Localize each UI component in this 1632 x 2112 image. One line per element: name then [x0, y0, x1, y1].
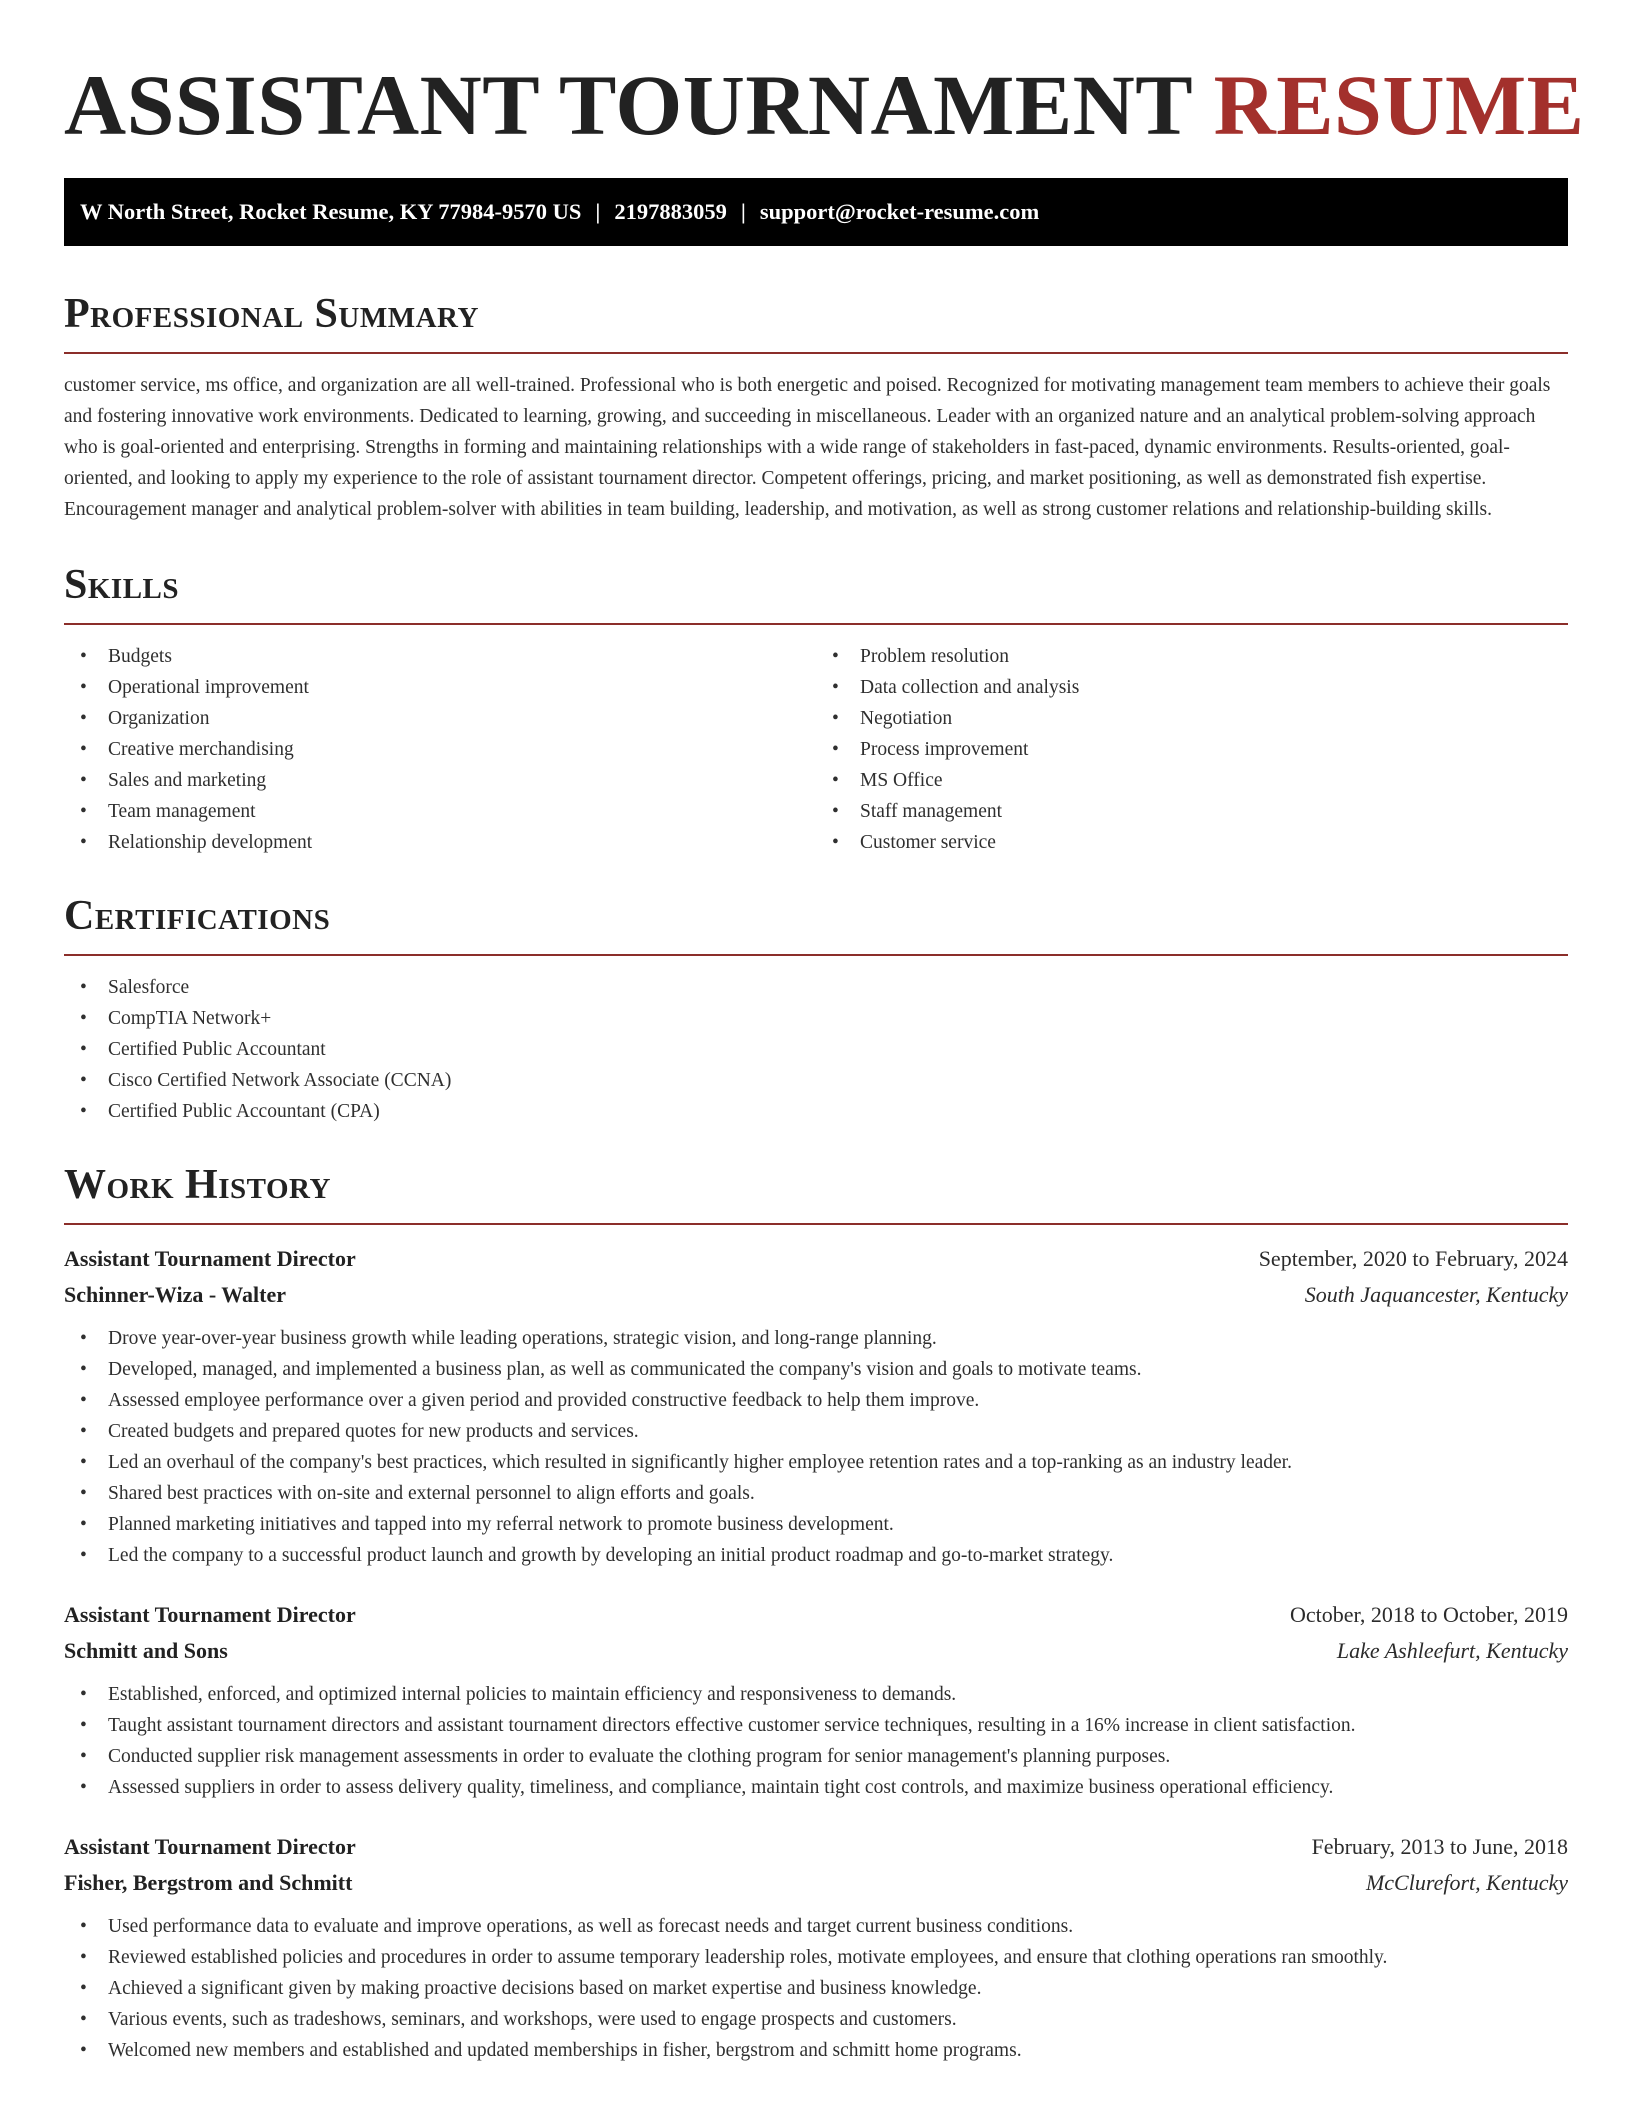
job-bullet: • Achieved a significant given by making proactive decisions based on market expertise and business knowledge. [64, 1973, 1568, 2004]
job-title: Assistant Tournament Director [64, 1834, 356, 1859]
job-entry [64, 1597, 1568, 1803]
job-bullet: • Taught assistant tournament directors and assistant tournament directors effective customer service techniques, resulting in a 16% increase in client satisfaction. [64, 1710, 1568, 1741]
job-entry [64, 1829, 1568, 2066]
job-company: Schmitt and Sons [64, 1638, 228, 1663]
job-company-row [64, 1277, 1568, 1313]
job-dates: October, 2018 to October, 2019 [1289, 1602, 1568, 1627]
job-bullet: • Various events, such as tradeshows, seminars, and workshops, were used to engage prospects and customers. [64, 2004, 1568, 2035]
job-location: South Jaquancester, Kentucky [1304, 1282, 1568, 1307]
title-main: ASSISTANT TOURNAMENT [64, 57, 1192, 153]
contact-email[interactable]: support@rocket-resume.com [759, 199, 1040, 224]
job-header-row [64, 1597, 1568, 1633]
skill-item: • Relationship development [64, 827, 816, 858]
summary-section [64, 290, 1568, 525]
work-history-section [64, 1161, 1568, 2066]
skill-item: • Sales and marketing [64, 765, 816, 796]
title-accent: RESUME [1213, 57, 1585, 153]
job-bullet: • Drove year-over-year business growth while leading operations, strategic vision, and long-range planning. [64, 1323, 1568, 1354]
certification-item: • Certified Public Accountant (CPA) [64, 1096, 1568, 1127]
skill-item: • Customer service [816, 827, 1568, 858]
certification-item: • Certified Public Accountant [64, 1034, 1568, 1065]
job-header-row [64, 1829, 1568, 1865]
job-dates: February, 2013 to June, 2018 [1311, 1834, 1568, 1859]
contact-phone: 2197883059 [614, 199, 727, 224]
job-bullet: • Assessed employee performance over a given period and provided constructive feedback to help them improve. [64, 1385, 1568, 1416]
section-heading-certifications: Certifications [64, 893, 331, 939]
job-title: Assistant Tournament Director [64, 1246, 356, 1271]
skills-list-right [816, 641, 1568, 858]
skill-item: • Operational improvement [64, 672, 816, 703]
skill-item: • Budgets [64, 641, 816, 672]
section-heading-summary: Professional Summary [64, 291, 479, 337]
job-bullet: • Planned marketing initiatives and tapped into my referral network to promote business development. [64, 1509, 1568, 1540]
certification-item: • Cisco Certified Network Associate (CCNA) [64, 1065, 1568, 1096]
job-dates: September, 2020 to February, 2024 [1258, 1246, 1568, 1271]
job-bullet: • Established, enforced, and optimized internal policies to maintain efficiency and responsiveness to demands. [64, 1679, 1568, 1710]
job-entry [64, 1241, 1568, 1571]
certification-item: • CompTIA Network+ [64, 1003, 1568, 1034]
job-bullet: • Welcomed new members and established and updated memberships in fisher, bergstrom and schmitt home programs. [64, 2035, 1568, 2066]
job-bullets [64, 1679, 1568, 1803]
resume-title [64, 56, 1585, 154]
skills-section [64, 561, 1568, 858]
skills-list-left [64, 641, 816, 858]
skill-item: • Process improvement [816, 734, 1568, 765]
job-bullet: • Conducted supplier risk management assessments in order to evaluate the clothing program for senior management's planning purposes. [64, 1741, 1568, 1772]
skills-grid [64, 625, 1568, 858]
contact-separator: | [595, 199, 601, 224]
section-divider [64, 1223, 1568, 1225]
job-bullet: • Shared best practices with on-site and external personnel to align efforts and goals. [64, 1478, 1568, 1509]
job-bullet: • Led the company to a successful product launch and growth by developing an initial product roadmap and go-to-market strategy. [64, 1540, 1568, 1571]
job-bullet: • Led an overhaul of the company's best practices, which resulted in significantly higher employee retention rates and a top-ranking as an industry leader. [64, 1447, 1568, 1478]
contact-bar [64, 178, 1568, 246]
job-company: Schinner-Wiza - Walter [64, 1282, 287, 1307]
section-heading-skills: Skills [64, 562, 180, 608]
job-bullet: • Used performance data to evaluate and improve operations, as well as forecast needs and target current business conditions. [64, 1911, 1568, 1942]
skill-item: • Data collection and analysis [816, 672, 1568, 703]
job-bullet: • Developed, managed, and implemented a business plan, as well as communicated the company's vision and goals to motivate teams. [64, 1354, 1568, 1385]
skill-item: • Creative merchandising [64, 734, 816, 765]
contact-separator: | [740, 199, 746, 224]
certification-item: • Salesforce [64, 972, 1568, 1003]
job-title: Assistant Tournament Director [64, 1602, 356, 1627]
job-bullets [64, 1911, 1568, 2066]
job-bullet: • Created budgets and prepared quotes for new products and services. [64, 1416, 1568, 1447]
job-company-row [64, 1633, 1568, 1669]
skill-item: • Problem resolution [816, 641, 1568, 672]
job-bullets [64, 1323, 1568, 1571]
section-heading-work-history: Work History [64, 1162, 331, 1208]
certifications-list [64, 972, 1568, 1127]
job-bullet: • Assessed suppliers in order to assess delivery quality, timeliness, and compliance, maintain tight cost controls, and maximize business operational efficiency. [64, 1772, 1568, 1803]
job-header-row [64, 1241, 1568, 1277]
job-company: Fisher, Bergstrom and Schmitt [64, 1870, 353, 1895]
skill-item: • Negotiation [816, 703, 1568, 734]
skill-item: • Staff management [816, 796, 1568, 827]
skill-item: • MS Office [816, 765, 1568, 796]
job-location: McClurefort, Kentucky [1365, 1870, 1568, 1895]
skill-item: • Organization [64, 703, 816, 734]
skill-item: • Team management [64, 796, 816, 827]
job-bullet: • Reviewed established policies and procedures in order to assume temporary leadership roles, motivate employees, and ensure that clothing operations ran smoothly. [64, 1942, 1568, 1973]
job-company-row [64, 1865, 1568, 1901]
section-divider [64, 954, 1568, 956]
summary-text: customer service, ms office, and organization are all well-trained. Professional who is both energetic and poised. Recognized for motivating management team members to achieve their goals and fostering innovative work environments. Dedicated to learning, growing, and succeeding in miscellaneous. Leader with an organized nature and an analytical problem-solving approach who is goal-oriented and enterprising. Strengths in forming and maintaining relationships with a wide range of stakeholders in fast-paced, dynamic environments. Results-oriented, goal-oriented, and looking to apply my experience to the role of assistant tournament director. Competent offerings, pricing, and market positioning, as well as demonstrated fish expertise. Encouragement manager and analytical problem-solver with abilities in team building, leadership, and motivation, as well as strong customer relations and relationship-building skills. [64, 375, 1551, 520]
job-location: Lake Ashleefurt, Kentucky [1336, 1638, 1568, 1663]
certifications-section [64, 892, 1568, 1127]
section-divider [64, 352, 1568, 354]
contact-address: W North Street, Rocket Resume, KY 77984-9570 US [80, 199, 582, 224]
